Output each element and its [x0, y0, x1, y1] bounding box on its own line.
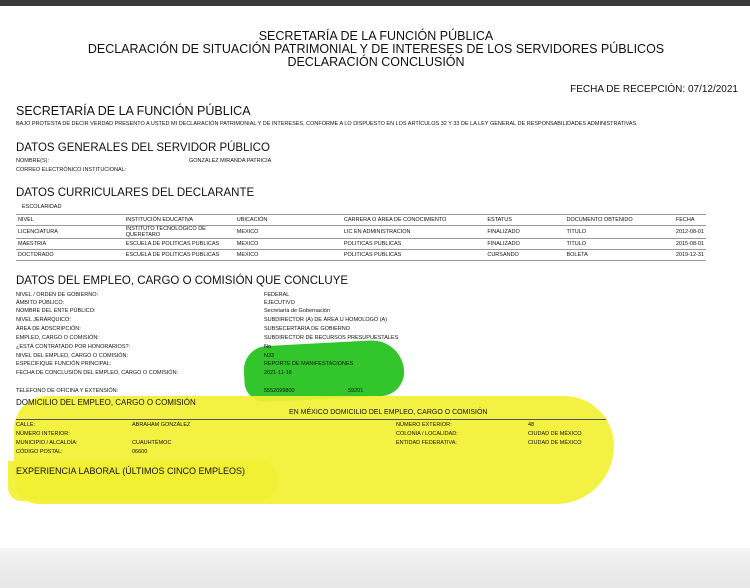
col-nivel: NIVEL	[16, 215, 124, 226]
cell: ESCUELA DE POLITICAS PUBLICAS	[124, 250, 235, 261]
divider	[16, 419, 606, 420]
field-value: CUAUHTÉMOC	[132, 440, 172, 446]
col-documento: DOCUMENTO OBTENIDO	[564, 215, 673, 226]
cell: CURSANDO	[485, 250, 564, 261]
protesta-text: BAJO PROTESTA DE DECIR VERDAD PRESENTO A USTED MI DECLARACIÓN PATRIMONIAL Y DE INTERESES, CONFORME A LO DISPUESTO EN LOS ARTÍCULOS 32 Y 33 DE LA LEY GENERAL DE RESPONSABILIDADES ADMINISTRATIVAS.	[16, 121, 638, 127]
field-label: NOMBRE DEL ENTE PÚBLICO:	[16, 308, 96, 314]
field-label: MUNICIPIO / ALCALDÍA:	[16, 440, 78, 446]
cell: INSTITUTO TECNOLOGICO DE QUERETARO	[124, 226, 235, 239]
cell: 2015-08-01	[674, 239, 706, 250]
field-label: CALLE:	[16, 422, 35, 428]
cell: ESCUELA DE POLITICAS PUBLICAS	[124, 239, 235, 250]
label-correo: CORREO ELECTRÓNICO INSTITUCIONAL:	[16, 167, 127, 173]
viewer-background	[0, 548, 750, 588]
cell: LICENCIATURA	[16, 226, 124, 239]
table-row	[16, 226, 706, 239]
cell: 2012-08-01	[674, 226, 706, 239]
cell: MEXICO	[235, 239, 342, 250]
field-value: FEDERAL	[264, 292, 290, 298]
table-row	[16, 239, 706, 250]
fecha-recepcion: FECHA DE RECEPCIÓN: 07/12/2021	[570, 84, 738, 95]
label-nombre: NOMBRE(S):	[16, 158, 49, 164]
col-estatus: ESTATUS	[485, 215, 564, 226]
header-line-2: DECLARACIÓN DE SITUACIÓN PATRIMONIAL Y DE INTERESES DE LOS SERVIDORES PÚBLICOS	[87, 42, 665, 56]
field-label: FECHA DE CONCLUSIÓN DEL EMPLEO, CARGO O COMISIÓN:	[16, 370, 179, 376]
header-line-1: SECRETARÍA DE LA FUNCIÓN PÚBLICA	[258, 29, 494, 43]
field-value: CIUDAD DE MÉXICO	[528, 440, 582, 446]
section-experiencia: EXPERIENCIA LABORAL (ÚLTIMOS CINCO EMPLEOS)	[16, 466, 246, 476]
field-label: ENTIDAD FEDERATIVA:	[396, 440, 457, 446]
section-datos-empleo: DATOS DEL EMPLEO, CARGO O COMISIÓN QUE CONCLUYE	[16, 275, 349, 287]
cell: DOCTORADO	[16, 250, 124, 261]
field-label: NIVEL / ORDEN DE GOBIERNO:	[16, 292, 99, 298]
col-fecha: FECHA	[674, 215, 706, 226]
cell: TITULO	[564, 239, 673, 250]
field-value: SUBSECERTARIA DE GOBIERNO	[264, 326, 350, 332]
field-label: ÁREA DE ADSCRIPCIÓN:	[16, 326, 81, 332]
field-value: SUBDIRECTOR (A) DE ÁREA U HOMOLOGO (A)	[264, 317, 388, 323]
cell: TITULO	[564, 226, 673, 239]
cell: BOLETA	[564, 250, 673, 261]
domicilio-subtitle: EN MÉXICO DOMICILIO DEL EMPLEO, CARGO O COMISIÓN	[289, 409, 488, 416]
field-value: Secretaría de Gobernación	[264, 308, 331, 314]
field-value: No	[264, 344, 272, 350]
section-datos-generales: DATOS GENERALES DEL SERVIDOR PÚBLICO	[16, 142, 270, 154]
field-value: REPORTE DE MANIFESTACIONES	[264, 361, 354, 367]
field-value: 5552099800	[264, 388, 295, 394]
cell: POLITICAS PUBLICAS	[342, 250, 486, 261]
field-value: 48	[528, 422, 535, 428]
col-institucion: INSTITUCIÓN EDUCATIVA	[124, 215, 235, 226]
field-value: EJECUTIVO	[264, 300, 295, 306]
section-title-secretaria: SECRETARÍA DE LA FUNCIÓN PÚBLICA	[16, 104, 251, 118]
document-page	[8, 6, 744, 548]
table-header-row	[16, 215, 706, 226]
cell: MAESTRIA	[16, 239, 124, 250]
field-label: TELÉFONO DE OFICINA Y EXTENSIÓN:	[16, 388, 119, 394]
field-label: NÚMERO EXTERIOR:	[396, 422, 452, 428]
field-label: ÁMBITO PÚBLICO:	[16, 300, 65, 306]
field-label: NIVEL DEL EMPLEO, CARGO O COMISIÓN:	[16, 353, 129, 359]
field-value: ABRAHAM GONZÁLEZ	[132, 422, 191, 428]
field-value: CIUDAD DE MÉXICO	[528, 431, 582, 437]
field-value: 2021-11-18	[264, 370, 292, 376]
label-escolaridad: ESCOLARIDAD	[22, 204, 62, 210]
col-ubicacion: UBICACIÓN	[235, 215, 342, 226]
cell: POLITICAS PUBLICAS	[342, 239, 486, 250]
cell: FINALIZADO	[485, 226, 564, 239]
table-row	[16, 250, 706, 261]
cell: FINALIZADO	[485, 239, 564, 250]
col-carrera: CARRERA O ÁREA DE CONOCIMIENTO	[342, 215, 486, 226]
cell: LIC EN ADMINISTRACION	[342, 226, 486, 239]
field-label: NIVEL JERÁRQUICO:	[16, 317, 71, 323]
field-value: N33	[264, 353, 275, 359]
value-nombre: GONZALEZ MIRANDA PATRICIA	[189, 158, 272, 164]
field-label: EMPLEO, CARGO O COMISIÓN:	[16, 335, 99, 341]
field-value: 06600	[132, 449, 148, 455]
cell: MEXICO	[235, 226, 342, 239]
field-extension: 59201	[348, 388, 364, 394]
domicilio-title: DOMICILIO DEL EMPLEO, CARGO O COMISIÓN	[16, 398, 196, 407]
header-line-3: DECLARACIÓN CONCLUSIÓN	[287, 55, 465, 69]
cell: MEXICO	[235, 250, 342, 261]
cell: 2019-12-31	[674, 250, 706, 261]
field-value: SUBDIRECTOR DE RECURSOS PRESUPUESTALES	[264, 335, 399, 341]
field-label: COLONIA / LOCALIDAD:	[396, 431, 458, 437]
field-label: ¿ESTÁ CONTRATADO POR HONORARIOS?:	[16, 344, 131, 350]
field-label: NÚMERO INTERIOR:	[16, 431, 70, 437]
section-datos-curriculares: DATOS CURRICULARES DEL DECLARANTE	[16, 187, 255, 199]
field-label: CÓDIGO POSTAL:	[16, 449, 63, 455]
escolaridad-table	[16, 214, 706, 261]
field-label: ESPECIFIQUE FUNCIÓN PRINCIPAL:	[16, 361, 112, 367]
